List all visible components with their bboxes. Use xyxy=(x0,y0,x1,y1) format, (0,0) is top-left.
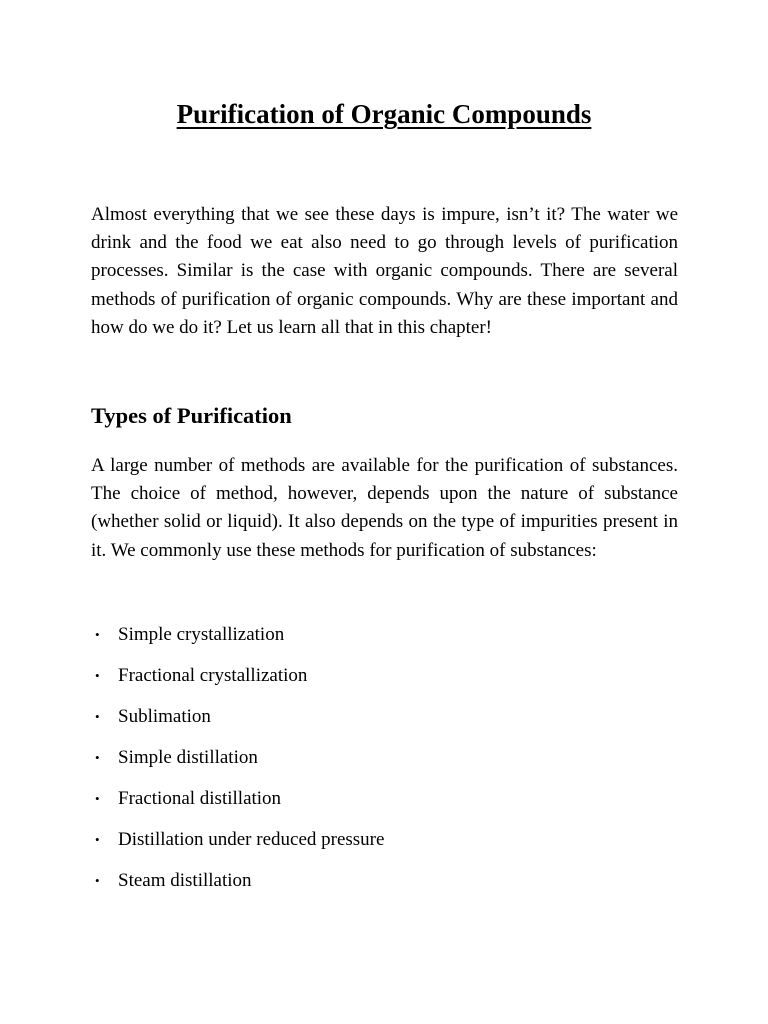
list-item xyxy=(91,867,384,908)
list-item-label: Fractional crystallization xyxy=(118,665,308,686)
list-item-label: Steam distillation xyxy=(118,870,252,891)
list-item-label: Fractional distillation xyxy=(118,788,282,809)
bullet-icon: • xyxy=(95,709,100,724)
types-paragraph: A large number of methods are available for the purification of substances. The choice of method, however, depends upon the nature of substance (whether solid or liquid). It also depends on the type of impurities present in it. We commonly use these methods for purification of substances: xyxy=(91,455,678,561)
bullet-icon: • xyxy=(95,832,100,847)
list-item xyxy=(91,662,384,703)
bullet-icon: • xyxy=(95,668,100,683)
intro-paragraph: Almost everything that we see these days is impure, isn’t it? The water we drink and the food we eat also need to go through levels of purification processes. Similar is the case with organic compounds. There are several methods of purification of organic compounds. Why are these important and how do we do it? Let us learn all that in this chapter! xyxy=(91,204,678,338)
list-item xyxy=(91,744,384,785)
list-item-label: Simple distillation xyxy=(118,747,258,768)
list-item-label: Simple crystallization xyxy=(118,624,285,645)
page-title xyxy=(0,96,768,132)
list-item xyxy=(91,621,384,662)
list-item-label: Distillation under reduced pressure xyxy=(118,829,385,850)
list-item xyxy=(91,826,384,867)
bullet-icon: • xyxy=(95,750,100,765)
list-item xyxy=(91,703,384,744)
list-item-label: Sublimation xyxy=(118,706,211,727)
bullet-icon: • xyxy=(95,791,100,806)
list-item xyxy=(91,785,384,826)
section-heading: Types of Purification xyxy=(91,403,292,428)
bullet-icon: • xyxy=(95,873,100,888)
page-title-text: Purification of Organic Compounds xyxy=(176,99,592,129)
bullet-icon: • xyxy=(95,627,100,642)
methods-list xyxy=(91,621,384,908)
